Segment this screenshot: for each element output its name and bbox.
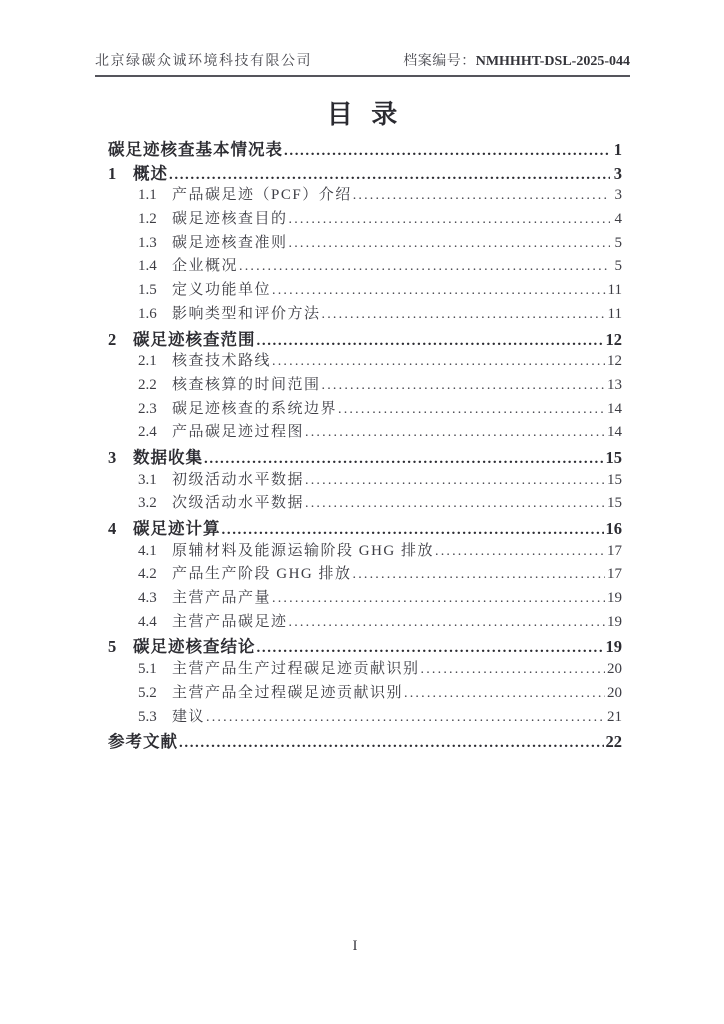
toc-entry-label: 碳足迹计算 [133,519,221,538]
toc-entry-number: 5.2 [138,684,157,701]
toc-entry-page: 15 [605,447,622,467]
toc-entry [108,562,622,586]
toc-entry-label: 碳足迹核查范围 [133,329,256,349]
toc-entry-label: 碳足迹核查目的 [172,211,288,228]
toc-entry-number: 1.3 [138,234,157,251]
toc-entry-number: 1.6 [138,305,157,322]
toc-title: 目 录 [326,100,404,129]
toc-entry [108,420,622,444]
toc-entry-number: 2.1 [138,353,157,370]
toc-dot-leader [257,640,604,657]
toc-entry-label: 核查技术路线 [172,353,272,370]
toc-dot-leader [338,402,605,418]
toc-entry-page: 15 [607,471,622,488]
toc-entry [108,515,622,539]
toc-entry [108,728,622,752]
toc-entry [108,326,622,350]
toc-entry-label: 主营产品产量 [172,590,272,607]
page-footer [95,938,615,955]
toc-dot-leader [421,662,605,678]
toc-entry-number: 1.5 [138,282,157,299]
toc-entry-label: 影响类型和评价方法 [172,305,321,322]
toc-entry [108,278,622,302]
toc-entry-number: 5 [108,637,117,657]
toc-entry-number: 4.1 [138,542,157,559]
toc-entry-page: 19 [605,637,622,657]
toc-entry-number: 2.2 [138,376,157,393]
toc-entry [108,586,622,610]
toc-entry-page: 17 [607,542,622,559]
toc-entry-label: 核查核算的时间范围 [172,376,321,393]
toc-entry-page: 21 [607,708,622,725]
toc-dot-leader [305,496,605,512]
toc-entry-number: 1 [108,163,117,183]
toc-entry-label: 概述 [133,163,168,183]
toc-entry-page: 13 [607,376,622,393]
toc-entry-number: 5.1 [138,661,157,678]
toc-entry [108,539,622,563]
toc-entry [108,160,622,184]
toc-entry-page: 1 [613,140,622,159]
toc-dot-leader [206,710,605,726]
toc-entry-number: 5.3 [138,708,157,725]
toc-dot-leader [289,212,610,228]
document-header [95,50,630,77]
toc-entry-label: 主营产品碳足迹 [172,613,288,630]
toc-entry [108,183,622,207]
toc-dot-leader [179,735,604,752]
toc-dot-leader [305,473,605,489]
toc-entry-page: 5 [614,258,622,275]
company-name: 北京绿碳众诚环境科技有限公司 [95,54,312,69]
toc-entry-number: 2.4 [138,424,157,441]
toc-entry-number: 1.1 [138,187,157,204]
toc-entry-number: 2 [108,329,117,349]
toc-entry-label: 次级活动水平数据 [172,495,305,512]
toc-entry-label: 主营产品全过程碳足迹贡献识别 [172,684,404,701]
toc-entry [108,444,622,468]
toc-entry-number: 3.2 [138,495,157,512]
page-number: I [352,938,358,954]
toc-entry-page: 5 [614,234,622,251]
toc-entry [108,633,622,657]
toc-entry-page: 14 [607,400,622,417]
toc-entry [108,397,622,421]
toc-entry-label: 产品生产阶段 GHG 排放 [172,566,352,583]
toc-entry-page: 15 [607,495,622,512]
toc-entry-number: 1.4 [138,258,157,275]
toc-entry [108,468,622,492]
toc-entry-number: 2.3 [138,400,157,417]
toc-entry-label: 建议 [172,708,206,725]
toc-entry-page: 14 [607,424,622,441]
toc-dot-leader [257,333,604,350]
toc-dot-leader [169,167,610,184]
toc-entry-page: 16 [605,519,622,538]
toc-entry-page: 3 [614,187,622,204]
toc-entry [108,373,622,397]
toc-entry-page: 12 [607,353,622,370]
toc-entry-label: 原辅材料及能源运输阶段 GHG 排放 [172,542,434,559]
toc-entry [108,231,622,255]
toc-dot-leader [322,378,605,394]
toc-entry [108,491,622,515]
toc-list [108,136,622,752]
toc-entry-page: 11 [607,282,622,299]
toc-entry-label: 企业概况 [172,258,239,275]
toc-entry [108,136,622,160]
archive-number-label: 档案编号： [403,54,476,69]
toc-dot-leader [289,615,605,631]
toc-entry-label: 参考文献 [108,732,178,752]
toc-entry-number: 4.2 [138,566,157,583]
toc-entry-number: 1.2 [138,211,157,228]
toc-dot-leader [272,591,605,607]
toc-entry [108,705,622,729]
toc-entry [108,610,622,634]
toc-entry-number: 4 [108,519,117,538]
toc-dot-leader [435,544,605,560]
toc-entry-label: 产品碳足迹过程图 [172,424,305,441]
toc-dot-leader [272,354,605,370]
toc-dot-leader [404,686,605,702]
toc-entry [108,254,622,278]
toc-dot-leader [204,451,604,468]
toc-entry [108,657,622,681]
toc-entry-number: 4.3 [138,590,157,607]
toc-entry-page: 22 [605,732,622,752]
toc-dot-leader [353,567,606,583]
toc-entry-page: 20 [607,684,622,701]
toc-entry [108,349,622,373]
toc-dot-leader [305,425,605,441]
toc-entry-number: 4.4 [138,613,157,630]
toc-entry-label: 产品碳足迹（PCF）介绍 [172,187,352,204]
toc-entry-number: 3.1 [138,471,157,488]
toc-entry-page: 20 [607,661,622,678]
toc-dot-leader [322,307,606,323]
toc-entry-page: 17 [607,566,622,583]
toc-entry-label: 数据收集 [133,447,203,467]
toc-dot-leader [239,259,610,275]
toc-entry [108,207,622,231]
toc-entry-page: 11 [607,305,622,322]
toc-entry-number: 3 [108,447,117,467]
toc-entry-label: 初级活动水平数据 [172,471,305,488]
toc-dot-leader [222,522,604,539]
toc-dot-leader [284,143,610,160]
toc-entry-label: 碳足迹核查准则 [172,234,288,251]
toc-entry [108,681,622,705]
toc-entry-label: 定义功能单位 [172,282,272,299]
toc-entry-label: 碳足迹核查基本情况表 [108,140,283,159]
archive-number-value: NMHHHT-DSL-2025-044 [475,54,630,69]
toc-entry [108,302,622,326]
toc-entry-label: 碳足迹核查结论 [133,637,256,657]
toc-dot-leader [272,283,606,299]
toc-entry-label: 碳足迹核查的系统边界 [172,400,338,417]
archive-number [403,50,630,70]
toc-dot-leader [289,236,610,252]
toc-entry-label: 主营产品生产过程碳足迹贡献识别 [172,661,420,678]
toc-dot-leader [353,188,610,204]
toc-entry-page: 19 [607,590,622,607]
toc-entry-page: 4 [614,211,622,228]
toc-entry-page: 19 [607,613,622,630]
toc-entry-page: 12 [605,329,622,349]
toc-entry-page: 3 [613,163,622,183]
